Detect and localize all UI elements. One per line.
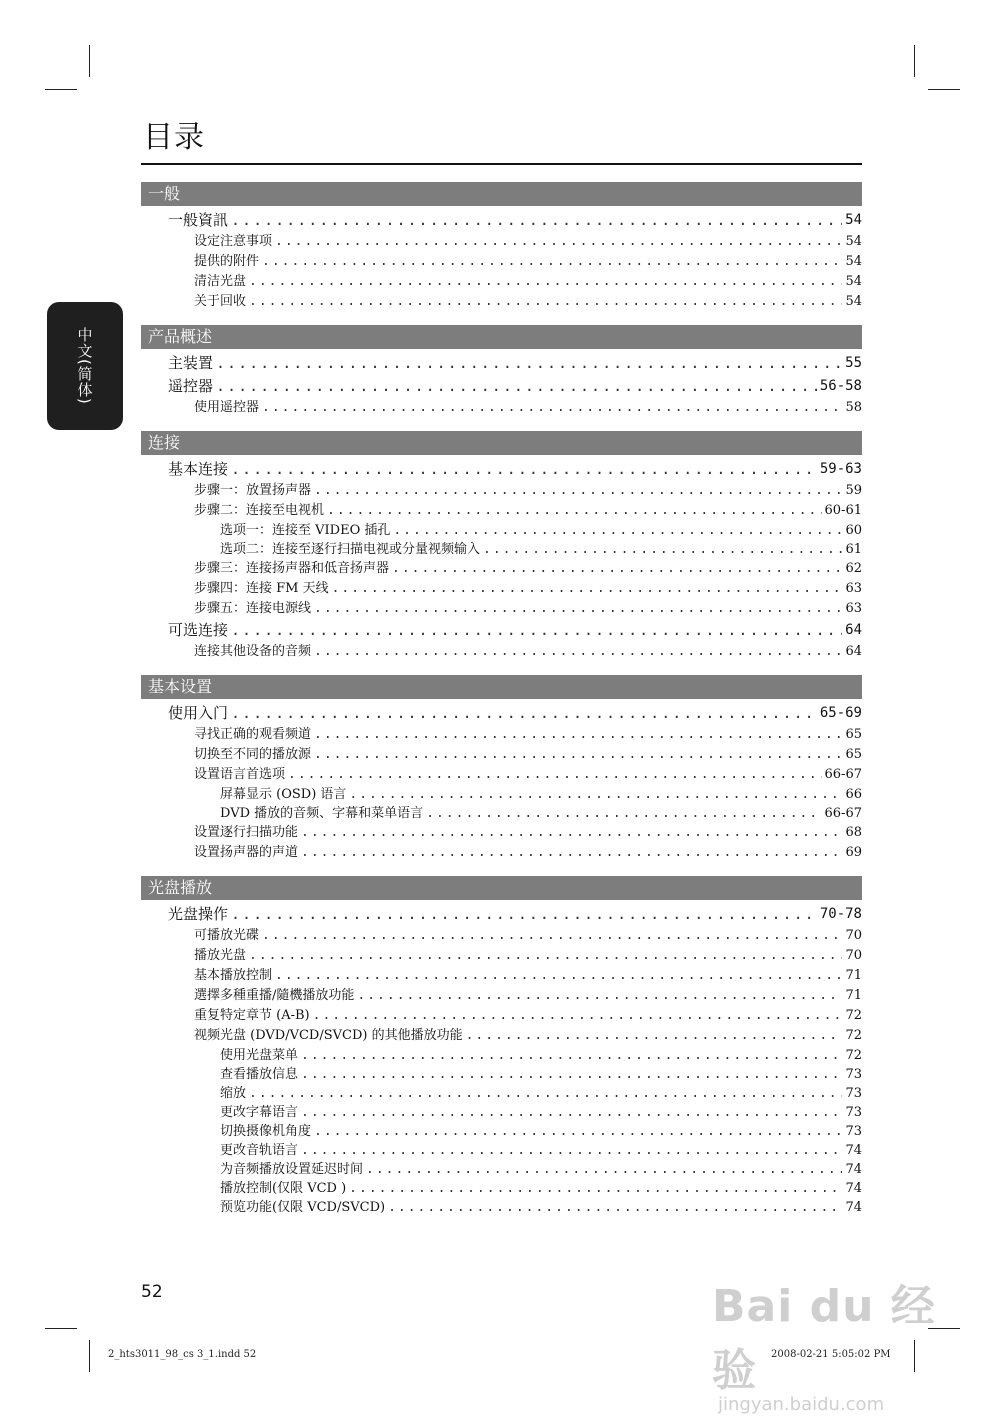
entry-title: DVD 播放的音频、字幕和菜单语言 bbox=[220, 806, 424, 821]
entry-page-number: 56-58 bbox=[819, 378, 862, 394]
language-side-tab bbox=[47, 302, 123, 430]
toc-entry bbox=[141, 725, 862, 745]
dot-leader bbox=[301, 1046, 842, 1065]
toc-entry bbox=[141, 375, 862, 398]
entry-page-number: 63 bbox=[845, 581, 862, 596]
entry-page-number: 70 bbox=[845, 928, 862, 943]
dot-leader bbox=[301, 1065, 842, 1084]
entry-page-number: 73 bbox=[845, 1067, 862, 1082]
dot-leader bbox=[349, 785, 842, 804]
entry-title: 重复特定章节 (A-B) bbox=[194, 1008, 310, 1023]
dot-leader bbox=[275, 966, 842, 986]
dot-leader bbox=[301, 843, 842, 863]
crop-mark bbox=[45, 1328, 77, 1329]
entry-title: 连接其他设备的音频 bbox=[194, 644, 312, 659]
entry-title: 设置逐行扫描功能 bbox=[194, 825, 299, 840]
entry-page-number: 73 bbox=[845, 1086, 862, 1101]
entry-title: 更改字幕语言 bbox=[220, 1105, 299, 1120]
entry-page-number: 70 bbox=[845, 948, 862, 963]
entry-page-number: 72 bbox=[845, 1028, 862, 1043]
toc-section bbox=[141, 431, 862, 662]
dot-leader bbox=[314, 745, 842, 765]
crop-mark bbox=[89, 1340, 90, 1372]
crop-mark bbox=[45, 89, 77, 90]
entry-title: 一般資訊 bbox=[168, 211, 229, 229]
entry-page-number: 65-69 bbox=[819, 705, 862, 721]
entry-page-number: 63 bbox=[845, 601, 862, 616]
dot-leader bbox=[262, 252, 842, 272]
entry-title: 设定注意事项 bbox=[194, 234, 273, 249]
dot-leader bbox=[249, 1084, 842, 1103]
entry-page-number: 74 bbox=[845, 1181, 862, 1196]
title-divider bbox=[141, 163, 862, 165]
entry-title: 设置语言首选项 bbox=[194, 767, 286, 782]
entry-page-number: 73 bbox=[845, 1105, 862, 1120]
toc-entry bbox=[141, 579, 862, 599]
toc-entry bbox=[141, 745, 862, 765]
toc-entry bbox=[141, 986, 862, 1006]
dot-leader bbox=[466, 1026, 843, 1046]
toc-entry bbox=[141, 804, 862, 823]
baidu-watermark bbox=[712, 1270, 942, 1415]
dot-leader bbox=[393, 521, 842, 540]
toc-entry bbox=[141, 458, 862, 481]
toc-entry bbox=[141, 352, 862, 375]
entry-page-number: 72 bbox=[845, 1008, 862, 1023]
entry-page-number: 59 bbox=[845, 483, 862, 498]
page-number: 52 bbox=[141, 1282, 163, 1302]
dot-leader bbox=[231, 209, 842, 232]
entry-title: 关于回收 bbox=[194, 294, 247, 309]
entry-title: 遥控器 bbox=[168, 377, 214, 395]
dot-leader bbox=[327, 501, 822, 521]
dot-leader bbox=[314, 599, 842, 619]
toc-entry bbox=[141, 1046, 862, 1065]
entry-title: 光盘操作 bbox=[168, 905, 229, 923]
dot-leader bbox=[301, 1141, 842, 1160]
toc-section bbox=[141, 182, 862, 312]
dot-leader bbox=[349, 1179, 842, 1198]
toc-section bbox=[141, 675, 862, 863]
entry-title: 提供的附件 bbox=[194, 254, 260, 269]
entry-page-number: 55 bbox=[845, 355, 862, 371]
dot-leader bbox=[366, 1160, 842, 1179]
entry-title: 使用光盘菜单 bbox=[220, 1048, 299, 1063]
dot-leader bbox=[388, 1198, 842, 1217]
dot-leader bbox=[231, 619, 842, 642]
toc-entry bbox=[141, 966, 862, 986]
entry-page-number: 74 bbox=[845, 1143, 862, 1158]
entry-page-number: 64 bbox=[845, 622, 862, 638]
entry-page-number: 72 bbox=[845, 1048, 862, 1063]
dot-leader bbox=[301, 823, 842, 843]
entry-page-number: 64 bbox=[845, 644, 862, 659]
dot-leader bbox=[314, 1122, 842, 1141]
entry-page-number: 61 bbox=[845, 542, 862, 557]
dot-leader bbox=[216, 375, 817, 398]
dot-leader bbox=[275, 232, 842, 252]
entry-title: 选项一：连接至 VIDEO 插孔 bbox=[220, 523, 391, 538]
entry-page-number: 69 bbox=[845, 845, 862, 860]
entry-title: 可选连接 bbox=[168, 621, 229, 639]
entry-page-number: 66 bbox=[845, 787, 862, 802]
toc-entry bbox=[141, 398, 862, 418]
entry-title: 步骤五：连接电源线 bbox=[194, 601, 312, 616]
entry-page-number: 60-61 bbox=[824, 503, 862, 518]
entry-page-number: 54 bbox=[845, 212, 862, 228]
toc-entry bbox=[141, 946, 862, 966]
entry-title: 步骤四：连接 FM 天线 bbox=[194, 581, 329, 596]
entry-page-number: 66-67 bbox=[824, 767, 862, 782]
entry-title: 屏幕显示 (OSD) 语言 bbox=[220, 787, 347, 802]
dot-leader bbox=[231, 702, 817, 725]
section-heading: 基本设置 bbox=[141, 675, 862, 699]
toc-entry bbox=[141, 785, 862, 804]
entry-title: 为音频播放设置延迟时间 bbox=[220, 1162, 364, 1177]
toc-entry bbox=[141, 1026, 862, 1046]
toc-entry bbox=[141, 559, 862, 579]
dot-leader bbox=[314, 725, 842, 745]
dot-leader bbox=[249, 292, 842, 312]
entry-title: 步骤二：连接至电视机 bbox=[194, 503, 325, 518]
toc-entry bbox=[141, 1006, 862, 1026]
entry-page-number: 70-78 bbox=[819, 906, 862, 922]
entry-page-number: 59-63 bbox=[819, 461, 862, 477]
entry-page-number: 62 bbox=[845, 561, 862, 576]
dot-leader bbox=[483, 540, 842, 559]
dot-leader bbox=[301, 1103, 842, 1122]
watermark-url: jingyan.baidu.com bbox=[718, 1394, 885, 1415]
crop-mark bbox=[914, 45, 915, 77]
dot-leader bbox=[332, 579, 843, 599]
toc-entry bbox=[141, 765, 862, 785]
crop-mark bbox=[89, 45, 90, 77]
footer-file-info: 2_hts3011_98_cs 3_1.indd 52 bbox=[108, 1349, 257, 1360]
entry-page-number: 66-67 bbox=[824, 806, 862, 821]
entry-page-number: 54 bbox=[845, 274, 862, 289]
entry-page-number: 74 bbox=[845, 1200, 862, 1215]
toc-entry bbox=[141, 481, 862, 501]
entry-title: 基本播放控制 bbox=[194, 968, 273, 983]
dot-leader bbox=[262, 398, 842, 418]
toc-entry bbox=[141, 599, 862, 619]
section-heading: 产品概述 bbox=[141, 325, 862, 349]
entry-page-number: 71 bbox=[845, 988, 862, 1003]
entry-page-number: 54 bbox=[845, 234, 862, 249]
entry-title: 寻找正确的观看频道 bbox=[194, 727, 312, 742]
toc-entry bbox=[141, 272, 862, 292]
entry-page-number: 73 bbox=[845, 1124, 862, 1139]
section-heading: 光盘播放 bbox=[141, 876, 862, 900]
toc-entry bbox=[141, 501, 862, 521]
entry-page-number: 60 bbox=[845, 523, 862, 538]
entry-title: 使用遥控器 bbox=[194, 400, 260, 415]
dot-leader bbox=[314, 481, 842, 501]
toc-section bbox=[141, 325, 862, 418]
dot-leader bbox=[249, 946, 842, 966]
toc-entry bbox=[141, 903, 862, 926]
entry-title: 选项二：连接至逐行扫描电视或分量视频输入 bbox=[220, 542, 481, 557]
entry-title: 播放控制(仅限 VCD ) bbox=[220, 1181, 347, 1196]
entry-title: 缩放 bbox=[220, 1086, 247, 1101]
entry-title: 基本连接 bbox=[168, 460, 229, 478]
toc-entry bbox=[141, 1160, 862, 1179]
toc-entry bbox=[141, 823, 862, 843]
entry-title: 步骤三：连接扬声器和低音扬声器 bbox=[194, 561, 390, 576]
watermark-logo: Bai du 经验 bbox=[712, 1281, 936, 1396]
dot-leader bbox=[262, 926, 842, 946]
toc-entry bbox=[141, 232, 862, 252]
dot-leader bbox=[231, 903, 817, 926]
entry-title: 设置扬声器的声道 bbox=[194, 845, 299, 860]
entry-page-number: 65 bbox=[845, 727, 862, 742]
toc-entry bbox=[141, 1122, 862, 1141]
entry-title: 播放光盘 bbox=[194, 948, 247, 963]
entry-title: 更改音轨语言 bbox=[220, 1143, 299, 1158]
dot-leader bbox=[216, 352, 842, 375]
entry-title: 主装置 bbox=[168, 354, 214, 372]
section-heading: 连接 bbox=[141, 431, 862, 455]
dot-leader bbox=[231, 458, 817, 481]
entry-title: 選擇多種重播/隨機播放功能 bbox=[194, 988, 355, 1003]
dot-leader bbox=[249, 272, 842, 292]
dot-leader bbox=[313, 1006, 843, 1026]
entry-title: 预览功能(仅限 VCD/SVCD) bbox=[220, 1200, 386, 1215]
entry-title: 使用入门 bbox=[168, 704, 229, 722]
toc-entry bbox=[141, 1103, 862, 1122]
toc-section bbox=[141, 876, 862, 1217]
dot-leader bbox=[357, 986, 842, 1006]
toc-entry bbox=[141, 642, 862, 662]
entry-title: 切换摄像机角度 bbox=[220, 1124, 312, 1139]
entry-page-number: 65 bbox=[845, 747, 862, 762]
entry-title: 可播放光碟 bbox=[194, 928, 260, 943]
dot-leader bbox=[426, 804, 821, 823]
dot-leader bbox=[288, 765, 822, 785]
entry-title: 清洁光盘 bbox=[194, 274, 247, 289]
toc-entry bbox=[141, 1065, 862, 1084]
footer-timestamp: 2008-02-21 5:05:02 PM bbox=[771, 1349, 891, 1360]
entry-title: 查看播放信息 bbox=[220, 1067, 299, 1082]
section-heading: 一般 bbox=[141, 182, 862, 206]
toc-entry bbox=[141, 540, 862, 559]
toc-entry bbox=[141, 1141, 862, 1160]
toc-entry bbox=[141, 843, 862, 863]
toc-entry bbox=[141, 1179, 862, 1198]
entry-page-number: 71 bbox=[845, 968, 862, 983]
entry-title: 步骤一：放置扬声器 bbox=[194, 483, 312, 498]
toc-entry bbox=[141, 292, 862, 312]
entry-page-number: 74 bbox=[845, 1162, 862, 1177]
toc-entry bbox=[141, 1084, 862, 1103]
table-of-contents bbox=[141, 182, 862, 1230]
toc-entry bbox=[141, 619, 862, 642]
dot-leader bbox=[314, 642, 842, 662]
toc-entry bbox=[141, 209, 862, 232]
toc-entry bbox=[141, 252, 862, 272]
entry-title: 视频光盘 (DVD/VCD/SVCD) 的其他播放功能 bbox=[194, 1028, 463, 1043]
entry-page-number: 58 bbox=[845, 400, 862, 415]
entry-page-number: 54 bbox=[845, 254, 862, 269]
dot-leader bbox=[392, 559, 842, 579]
language-tab-label: 中文(简体) bbox=[75, 327, 94, 405]
entry-page-number: 68 bbox=[845, 825, 862, 840]
crop-mark bbox=[928, 89, 960, 90]
toc-entry bbox=[141, 521, 862, 540]
toc-entry bbox=[141, 926, 862, 946]
entry-page-number: 54 bbox=[845, 294, 862, 309]
entry-title: 切换至不同的播放源 bbox=[194, 747, 312, 762]
toc-entry bbox=[141, 1198, 862, 1217]
page-title: 目录 bbox=[143, 120, 205, 155]
toc-entry bbox=[141, 702, 862, 725]
